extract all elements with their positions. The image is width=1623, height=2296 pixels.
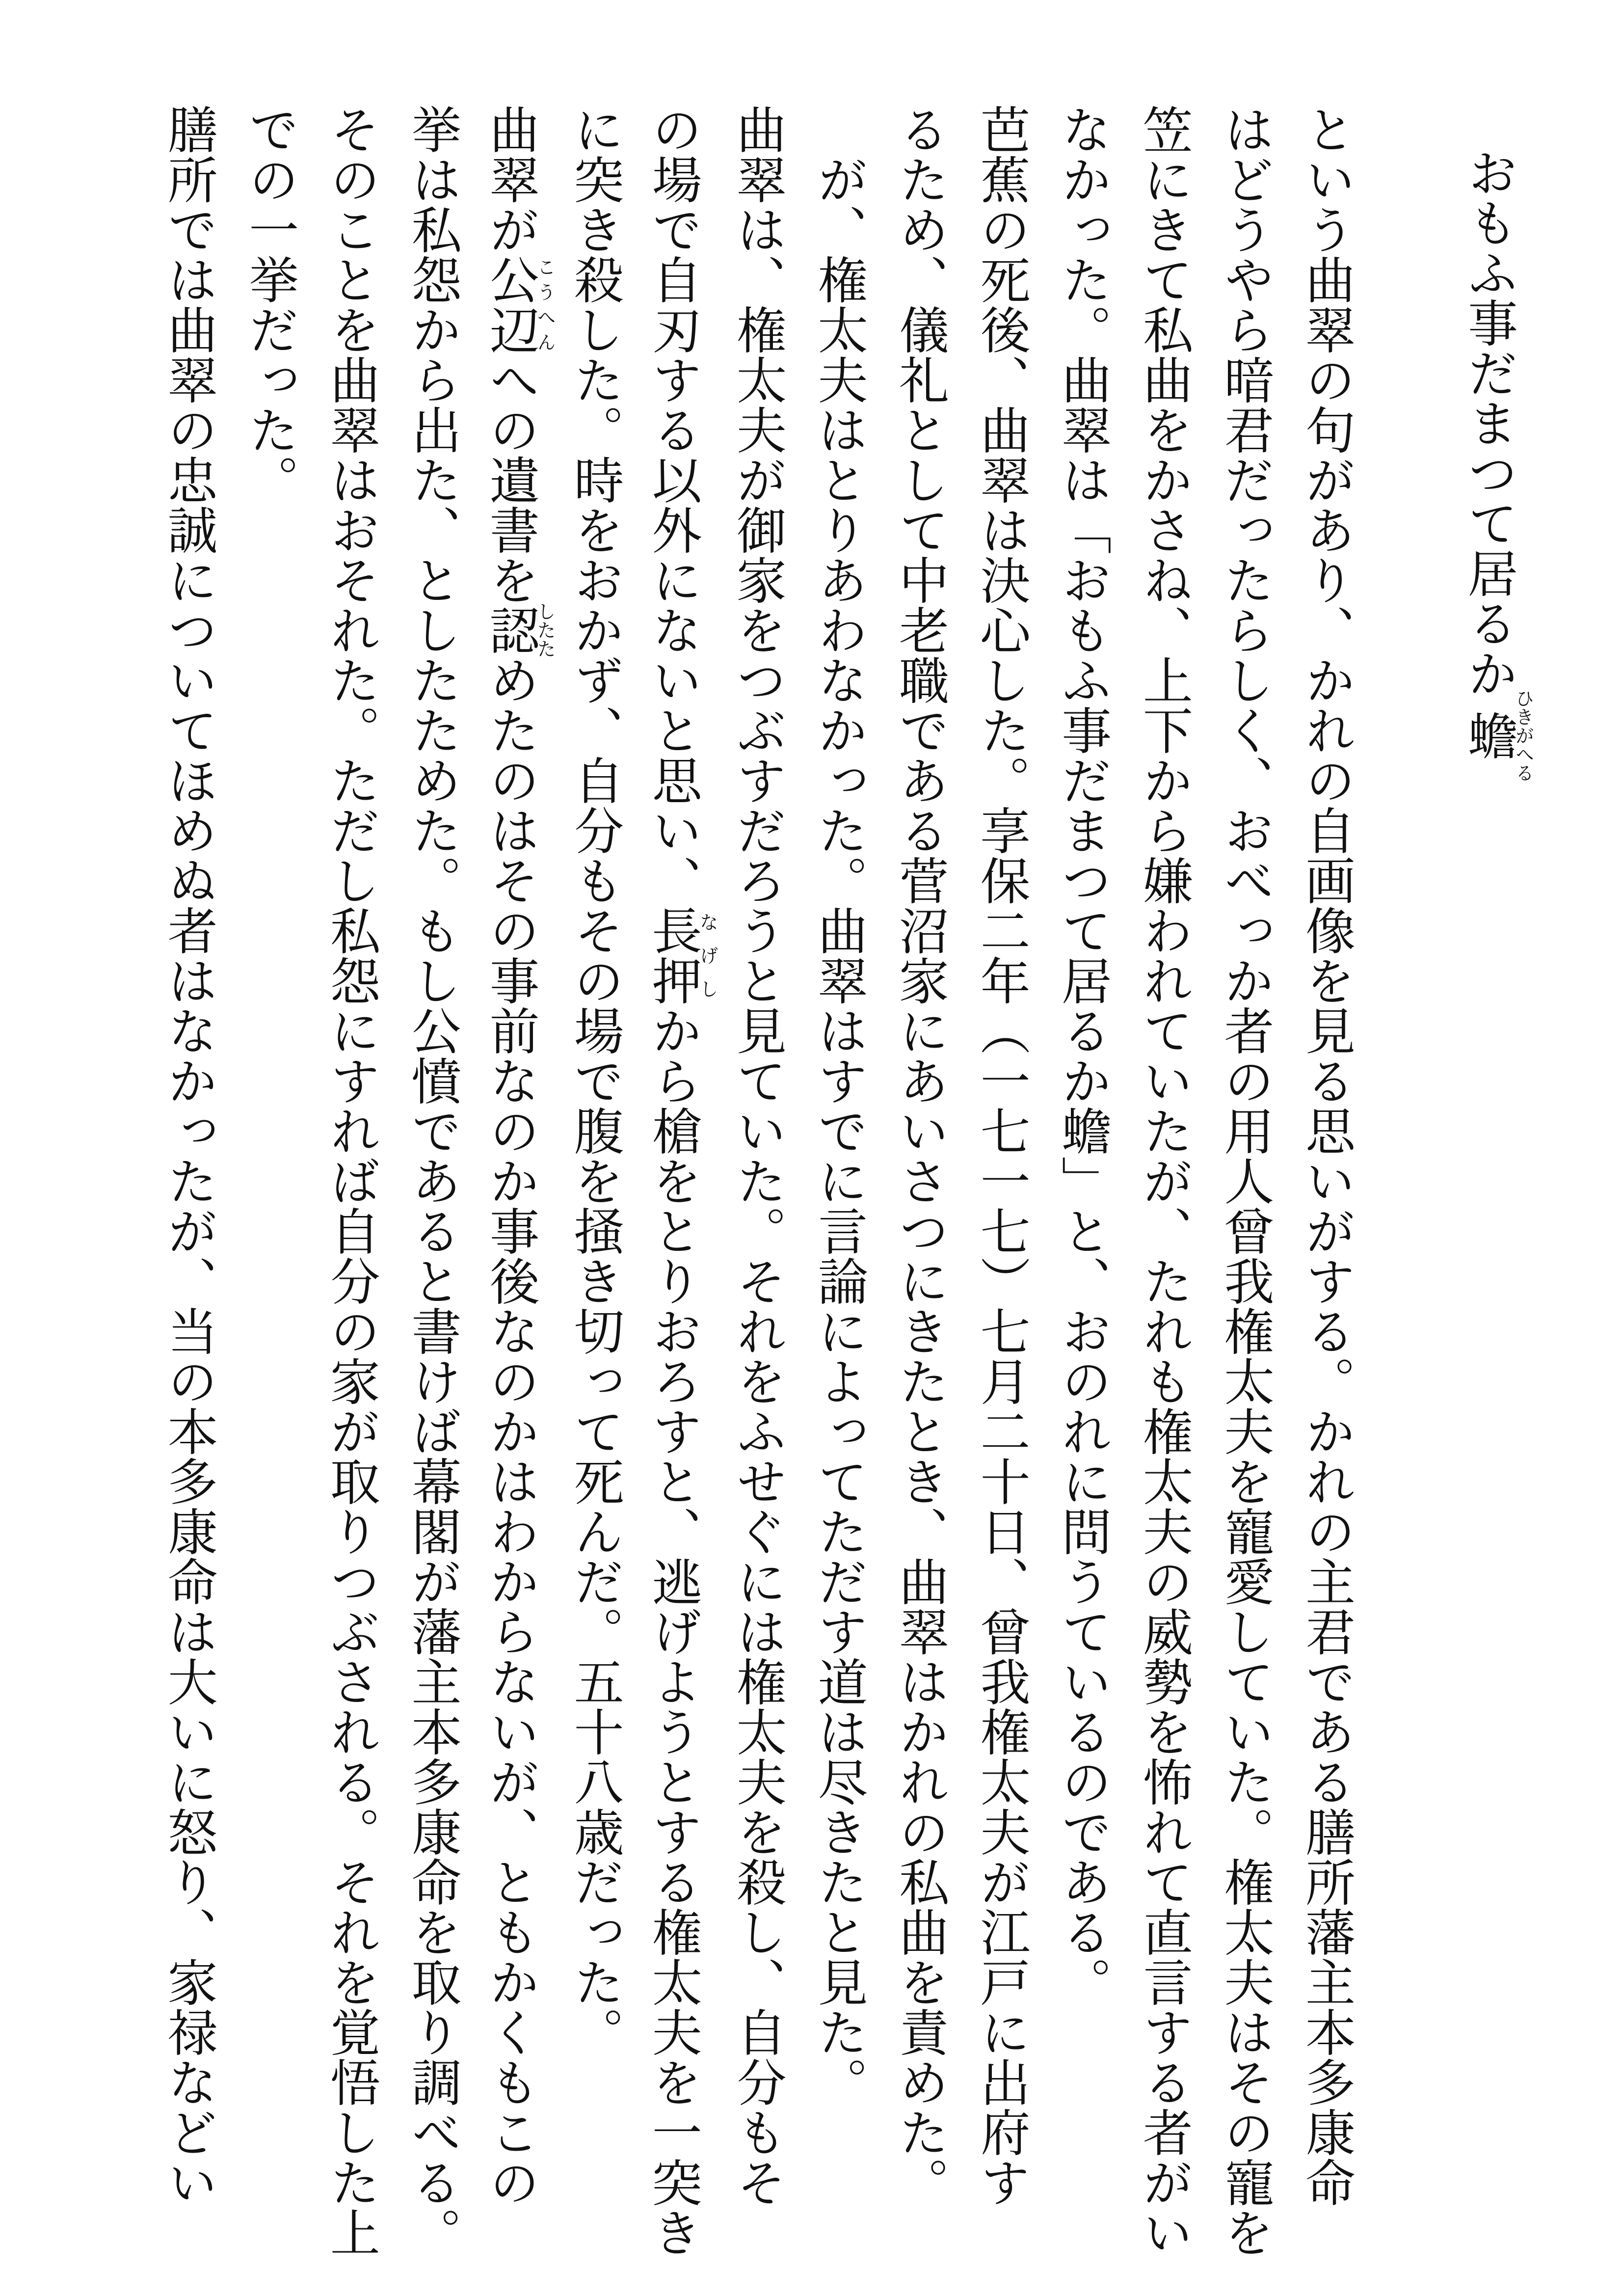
ruby-group-kouhen xyxy=(481,254,556,354)
line-text: るため、儀礼として中老職である菅沼家にあいさつにきたとき、曲翠はかれの私曲を責めた。 xyxy=(891,104,950,2207)
ruby-reading: したた xyxy=(534,602,556,658)
line-text: が、権太夫はとりあわなかった。曲翠はすでに言論によってただす道は尽きたと見た。 xyxy=(809,154,868,2107)
line-text: はどうやら暗君だったらしく、おべっか者の用人曾我権太夫を寵愛していた。権太夫はその寵を xyxy=(1216,104,1275,2257)
line-text: から槍をとりおろすと、逃げようとする権太夫を一突き xyxy=(643,1005,702,2257)
ruby-reading: こうへん xyxy=(534,254,556,354)
line-text: 笠にきて私曲をかさね、上下から嫌われていたが、たれも権太夫の威勢を怖れて直言する者がい xyxy=(1134,104,1193,2257)
body-text xyxy=(148,104,1367,2284)
ruby-base: 公辺 xyxy=(481,254,540,354)
text-line-2 xyxy=(1204,104,1286,2284)
ruby-base: 蟾 xyxy=(1460,689,1518,782)
line-text: そのことを曲翠はおそれた。ただし私怨にすれば自分の家が取りつぶされる。それを覚悟した上 xyxy=(321,104,380,2257)
line-text: 挙は私怨から出た、としたためた。もし公憤であると書けば幕閣が藩主本多康命を取り調べる。 xyxy=(403,104,462,2257)
ruby-group-hikigaheru xyxy=(1460,689,1534,782)
ruby-base: 認 xyxy=(481,602,540,658)
text-line-8 xyxy=(717,104,798,2284)
line-text: の場で自刃する以外にないと思い、 xyxy=(643,104,702,905)
text-line-15 xyxy=(148,104,229,2284)
line-text: という曲翠の句があり、かれの自画像を見る思いがする。かれの主君である膳所藩主本多康命 xyxy=(1297,104,1356,2207)
text-line-1 xyxy=(1285,104,1367,2284)
text-line-12 xyxy=(392,104,473,2284)
line-text: に突き殺した。時をおかず、自分もその場で腹を掻き切って死んだ。五十八歳だった。 xyxy=(565,104,624,2057)
line-text: 膳所では曲翠の忠誠についてほめぬ者はなかったが、当の本多康命は大いに怒り、家禄などい xyxy=(159,104,218,2207)
ruby-group-nageshi xyxy=(643,905,718,1005)
text-line-10 xyxy=(554,104,636,2284)
text-line-14 xyxy=(229,104,311,2284)
text-line-9 xyxy=(636,104,717,2284)
text-line-6 xyxy=(879,104,960,2284)
text-line-5 xyxy=(960,104,1042,2284)
haiku-text: おもふ事だまつて居るか xyxy=(1460,147,1518,698)
haiku-heading xyxy=(1460,147,1534,782)
text-line-11 xyxy=(473,104,554,2284)
text-line-7 xyxy=(798,104,879,2284)
text-line-4 xyxy=(1042,104,1123,2284)
line-text: への遺書を xyxy=(481,354,540,605)
text-line-3 xyxy=(1123,104,1204,2284)
ruby-base: 長押 xyxy=(643,905,702,1005)
ruby-reading: なげし xyxy=(696,905,718,1005)
line-text: めたのはその事前なのか事後なのかはわからないが、ともかくもこの xyxy=(481,655,540,2207)
text-line-13 xyxy=(310,104,392,2284)
ruby-reading: ひきがへる xyxy=(1512,689,1534,782)
line-text: なかった。曲翠は「おもふ事だまつて居るか蟾」と、おのれに問うているのである。 xyxy=(1053,104,1112,2007)
line-text: 曲翠が xyxy=(481,104,540,254)
line-text: での一挙だった。 xyxy=(240,104,299,505)
line-text: 曲翠は、権太夫が御家をつぶすだろうと見ていた。それをふせぐには権太夫を殺し、自分もそ xyxy=(728,104,787,2207)
line-text: 芭蕉の死後、曲翠は決心した。享保二年（一七一七）七月二十日、曾我権太夫が江戸に出府す xyxy=(972,104,1031,2207)
ruby-group-shitata xyxy=(481,602,556,658)
